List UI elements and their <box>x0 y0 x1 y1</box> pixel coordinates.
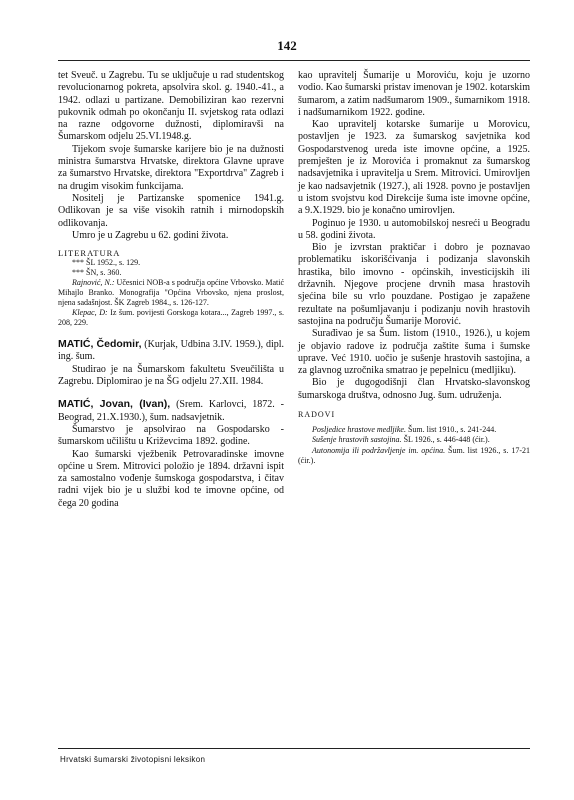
page-number: 142 <box>277 38 297 53</box>
right-paragraph-4: Bio je izvrstan praktičar i dobro je poznavao problematiku iskorišćivanja i podizanja slavonskih hrastika, bilo imovno - općinskih, investicijskih ili državnih. Njegove procjene drvnih masa hrastovih sjećina bile su vrlo pouzdane. Postigao je zapažene rezultate na pošumljavanju i podizanju novih hrastovih sastojina na području Šumarije Morović. <box>298 242 530 327</box>
radovi-item-3 <box>298 446 530 467</box>
right-paragraph-2: Kao upravitelj kotarske šumarije u Morovicu, postavljen je 1923. za šumarskog savjetnika kod Gospodarstvenog ureda iste imovne općine, a 1925. premješten je iz Morovića i promaknut za šumarskog nadsavjetnika i upravitelja u Srem. Mitrovici. Umirovljen je kao nadsavjetnik (1927.), ali 1928. povno je postavljen u istom svojstvu kod Direkcije šuma iste imovne općine, a 9.X.1929. bio je konačno umirovljen. <box>298 119 530 217</box>
entry-matic-cedomir <box>58 338 284 364</box>
left-paragraph-3: Nositelj je Partizanske spomenice 1941.g. Odlikovan je sa više visokih ratnih i mirnodopskih odlikovanja. <box>58 192 284 229</box>
entry-matic-jovan <box>58 398 284 424</box>
left-column <box>58 70 284 510</box>
left-paragraph-2: Tijekom svoje šumarske karijere bio je na dužnosti ministra šumarstva Hrvatske, direktora Glavne uprave za šumarstvo Hrvatske, direktora "Exportdrva" Zagreb i na drugim visokim funkcijama. <box>58 143 284 192</box>
radovi-heading: RADOVI <box>298 410 336 420</box>
radovi-item-1 <box>298 425 530 436</box>
footer-rule <box>58 748 530 749</box>
right-column <box>298 70 530 467</box>
radovi-item-1-title: Posljedice hrastove medljike. <box>312 424 406 434</box>
entry-1-name: MATIĆ, Čedomir, <box>58 338 142 351</box>
entry-2-details: (Srem. Karlovci, 1872. - Beograd, 21.X.1930.), šum. nadsavjetnik. <box>58 399 284 423</box>
entry-2-name: MATIĆ, Jovan, (Ivan), <box>58 398 171 411</box>
header-rule <box>58 60 530 61</box>
radovi-item-3-title: Autonomija ili podržavljenje im. općina. <box>312 445 446 455</box>
entry-2-paragraph-2: Kao šumarski vježbenik Petrovaradinske imovne općine u Srem. Mitrovici položio je 1894. državni ispit za samostalno vođenje šumskoga gospodarstva, i čitav radni vijek bio je u službi kod te imovne općine, od čega 20 godina <box>58 448 284 509</box>
literature-heading: LITERATURA <box>58 248 121 259</box>
entry-1-details: (Kurjak, Udbina 3.IV. 1959.), dipl. ing. šum. <box>58 339 285 363</box>
left-paragraph-1: tet Sveuč. u Zagrebu. Tu se uključuje u rad studentskog revolucionarnog pokreta, apsolvira skol. g. 1940.-41., a 1942. odlazi u partizane. Demobiliziran kao rezervni pukovnik odmah po okončanju II. svjetskog rata odlazi na razne odgovorne dužnosti, diplomiravši na Šumarskom odjelu 25.VI.1948.g. <box>58 70 284 143</box>
literature-item-4 <box>58 308 284 328</box>
right-paragraph-6: Bio je dugogodišnji član Hrvatsko-slavonskog šumarskoga društva, odnosno Jug. šum. udruženja. <box>298 377 530 401</box>
entry-2-paragraph-1: Šumarstvo je apsolvirao na Gospodarsko - šumarskom učilištu u Križevcima 1892. godine. <box>58 423 284 448</box>
literature-section <box>58 248 284 328</box>
radovi-item-1-source: Šum. list 1910., s. 241-244. <box>405 424 497 434</box>
literature-item-2: *** ŠN, s. 360. <box>72 268 122 278</box>
literature-item-1: *** ŠL 1952., s. 129. <box>72 258 141 268</box>
literature-item-4-author: Klepac, D: <box>72 308 108 318</box>
right-paragraph-3: Poginuo je 1930. u automobilskoj nesreći u Beogradu u 58. godini života. <box>298 217 530 241</box>
right-paragraph-5: Surađivao je sa Šum. listom (1910., 1926.), u kojem je objavio radove iz područja zaštite šuma i šumske uprave. Već 1910. uočio je sušenje hrastovih sastojina, a za glavnog uzročnika smatrao je pepelnicu (medljiku). <box>298 328 530 377</box>
left-paragraph-4: Umro je u Zagrebu u 62. godini života. <box>72 229 229 241</box>
literature-item-3-title: Učesnici NOB-a s područja općine Vrbovsko. Matić Mihajlo Branko. Monografija "Općina Vrbovsko, njena proslost, njena sadašnjost. ŠK Zagreb 1984., s. 126-127. <box>58 278 285 308</box>
radovi-section <box>298 410 530 467</box>
radovi-item-2 <box>298 435 530 446</box>
radovi-item-2-title: Sušenje hrastovih sastojina. <box>312 435 402 445</box>
radovi-item-2-source: ŠL 1926., s. 446-448 (ćir.). <box>401 435 490 445</box>
entry-1-paragraph: Studirao je na Šumarskom fakultetu Sveučilišta u Zagrebu. Diplomirao je na ŠG odjelu 27.XII. 1984. <box>58 363 284 388</box>
literature-item-3 <box>58 278 284 308</box>
radovi-item-3-source: Šum. list 1926., s. 17-21 (ćir.). <box>298 445 530 466</box>
right-paragraph-1: kao upravitelj Šumarije u Moroviću, koju je uzorno vodio. Kao šumarski pristav imenovan je 1902. kotarskim šumarom, a zatim nadšumarom 1909., šumarnikom 1918. i nadšumarnikom 1922. godine. <box>298 70 530 118</box>
footer-text: Hrvatski šumarski životopisni leksikon <box>60 755 206 764</box>
literature-item-4-title: Iz šum. povijesti Gorskoga kotara..., Zagreb 1997., s. 208, 229. <box>58 308 284 328</box>
literature-item-3-author: Rajnović, N.: <box>72 278 115 288</box>
